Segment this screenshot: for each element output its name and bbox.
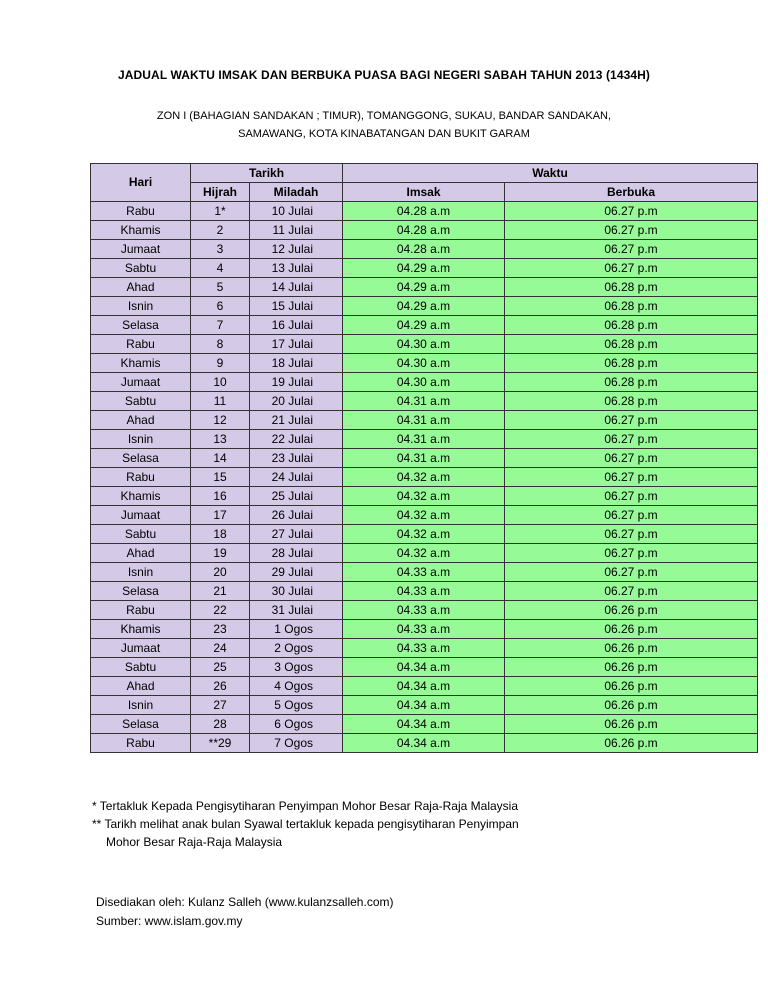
table-row	[91, 468, 758, 487]
cell-berbuka: 06.27 p.m	[505, 221, 758, 240]
cell-hari: Sabtu	[91, 392, 191, 411]
cell-berbuka: 06.27 p.m	[505, 525, 758, 544]
cell-imsak: 04.31 a.m	[343, 392, 505, 411]
schedule-table-body	[91, 202, 758, 753]
cell-miladah: 13 Julai	[250, 259, 343, 278]
cell-berbuka: 06.28 p.m	[505, 316, 758, 335]
cell-imsak: 04.32 a.m	[343, 544, 505, 563]
table-row	[91, 411, 758, 430]
cell-imsak: 04.30 a.m	[343, 373, 505, 392]
cell-berbuka: 06.28 p.m	[505, 278, 758, 297]
cell-hijrah: 17	[191, 506, 250, 525]
cell-hijrah: 11	[191, 392, 250, 411]
cell-miladah: 26 Julai	[250, 506, 343, 525]
table-row	[91, 734, 758, 753]
table-row	[91, 715, 758, 734]
cell-hari: Jumaat	[91, 240, 191, 259]
cell-berbuka: 06.27 p.m	[505, 449, 758, 468]
cell-miladah: 30 Julai	[250, 582, 343, 601]
cell-hijrah: 26	[191, 677, 250, 696]
cell-hijrah: 4	[191, 259, 250, 278]
cell-miladah: 14 Julai	[250, 278, 343, 297]
cell-berbuka: 06.28 p.m	[505, 354, 758, 373]
cell-miladah: 6 Ogos	[250, 715, 343, 734]
cell-hijrah: 27	[191, 696, 250, 715]
table-row	[91, 487, 758, 506]
cell-hari: Isnin	[91, 696, 191, 715]
cell-miladah: 18 Julai	[250, 354, 343, 373]
table-row	[91, 563, 758, 582]
schedule-table-header	[91, 164, 758, 202]
cell-hijrah: 13	[191, 430, 250, 449]
cell-hijrah: 21	[191, 582, 250, 601]
cell-hari: Sabtu	[91, 525, 191, 544]
cell-imsak: 04.33 a.m	[343, 582, 505, 601]
cell-berbuka: 06.26 p.m	[505, 620, 758, 639]
cell-imsak: 04.34 a.m	[343, 715, 505, 734]
cell-hari: Ahad	[91, 544, 191, 563]
cell-imsak: 04.29 a.m	[343, 316, 505, 335]
cell-berbuka: 06.26 p.m	[505, 658, 758, 677]
cell-imsak: 04.33 a.m	[343, 620, 505, 639]
cell-miladah: 22 Julai	[250, 430, 343, 449]
cell-miladah: 20 Julai	[250, 392, 343, 411]
footnote-1: * Tertakluk Kepada Pengisytiharan Penyimpan Mohor Besar Raja-Raja Malaysia	[92, 799, 518, 813]
table-row	[91, 525, 758, 544]
footnote-2-line-1: ** Tarikh melihat anak bulan Syawal tertakluk kepada pengisytiharan Penyimpan	[92, 817, 519, 831]
cell-miladah: 10 Julai	[250, 202, 343, 221]
cell-hijrah: 8	[191, 335, 250, 354]
cell-miladah: 11 Julai	[250, 221, 343, 240]
cell-imsak: 04.33 a.m	[343, 601, 505, 620]
cell-hijrah: 18	[191, 525, 250, 544]
zone-description-line-1: ZON I (BAHAGIAN SANDAKAN ; TIMUR), TOMANGGONG, SUKAU, BANDAR SANDAKAN,	[156, 110, 612, 122]
cell-berbuka: 06.27 p.m	[505, 411, 758, 430]
footnote-2-line-2: Mohor Besar Raja-Raja Malaysia	[106, 835, 283, 849]
schedule-table	[90, 163, 758, 753]
cell-miladah: 16 Julai	[250, 316, 343, 335]
cell-hijrah: 5	[191, 278, 250, 297]
header-waktu: Waktu	[343, 164, 758, 183]
cell-hari: Rabu	[91, 335, 191, 354]
table-row	[91, 354, 758, 373]
table-row	[91, 639, 758, 658]
cell-berbuka: 06.26 p.m	[505, 715, 758, 734]
cell-berbuka: 06.28 p.m	[505, 373, 758, 392]
cell-hijrah: 24	[191, 639, 250, 658]
header-hari: Hari	[91, 164, 191, 202]
cell-imsak: 04.34 a.m	[343, 696, 505, 715]
cell-hijrah: 22	[191, 601, 250, 620]
table-row	[91, 506, 758, 525]
cell-hari: Isnin	[91, 430, 191, 449]
cell-miladah: 24 Julai	[250, 468, 343, 487]
cell-hijrah: 2	[191, 221, 250, 240]
cell-imsak: 04.29 a.m	[343, 259, 505, 278]
cell-hijrah: 19	[191, 544, 250, 563]
cell-imsak: 04.31 a.m	[343, 430, 505, 449]
cell-berbuka: 06.27 p.m	[505, 468, 758, 487]
cell-miladah: 12 Julai	[250, 240, 343, 259]
cell-hijrah: 9	[191, 354, 250, 373]
cell-berbuka: 06.26 p.m	[505, 601, 758, 620]
cell-imsak: 04.33 a.m	[343, 563, 505, 582]
cell-berbuka: 06.27 p.m	[505, 544, 758, 563]
table-row	[91, 240, 758, 259]
cell-hijrah: 15	[191, 468, 250, 487]
table-row	[91, 316, 758, 335]
cell-berbuka: 06.26 p.m	[505, 696, 758, 715]
cell-imsak: 04.34 a.m	[343, 658, 505, 677]
cell-imsak: 04.32 a.m	[343, 487, 505, 506]
cell-berbuka: 06.26 p.m	[505, 677, 758, 696]
cell-imsak: 04.29 a.m	[343, 278, 505, 297]
header-miladah: Miladah	[250, 183, 343, 202]
cell-hari: Rabu	[91, 601, 191, 620]
table-row	[91, 601, 758, 620]
cell-hijrah: 14	[191, 449, 250, 468]
cell-miladah: 25 Julai	[250, 487, 343, 506]
cell-hijrah: 10	[191, 373, 250, 392]
cell-imsak: 04.28 a.m	[343, 202, 505, 221]
cell-hari: Selasa	[91, 582, 191, 601]
table-row	[91, 373, 758, 392]
cell-berbuka: 06.27 p.m	[505, 240, 758, 259]
cell-hari: Sabtu	[91, 259, 191, 278]
table-row	[91, 202, 758, 221]
cell-imsak: 04.31 a.m	[343, 449, 505, 468]
cell-hari: Sabtu	[91, 658, 191, 677]
header-hijrah: Hijrah	[191, 183, 250, 202]
cell-imsak: 04.30 a.m	[343, 335, 505, 354]
cell-miladah: 29 Julai	[250, 563, 343, 582]
cell-berbuka: 06.26 p.m	[505, 639, 758, 658]
cell-miladah: 4 Ogos	[250, 677, 343, 696]
table-row	[91, 696, 758, 715]
cell-imsak: 04.31 a.m	[343, 411, 505, 430]
table-row	[91, 335, 758, 354]
cell-miladah: 15 Julai	[250, 297, 343, 316]
cell-miladah: 17 Julai	[250, 335, 343, 354]
cell-berbuka: 06.27 p.m	[505, 202, 758, 221]
cell-berbuka: 06.27 p.m	[505, 582, 758, 601]
cell-miladah: 28 Julai	[250, 544, 343, 563]
cell-hari: Isnin	[91, 297, 191, 316]
cell-miladah: 31 Julai	[250, 601, 343, 620]
prepared-by-text: Disediakan oleh: Kulanz Salleh (www.kulanzsalleh.com)	[96, 895, 394, 909]
cell-hijrah: 6	[191, 297, 250, 316]
cell-hari: Khamis	[91, 487, 191, 506]
cell-hari: Ahad	[91, 677, 191, 696]
cell-hari: Rabu	[91, 202, 191, 221]
cell-miladah: 19 Julai	[250, 373, 343, 392]
cell-hari: Jumaat	[91, 373, 191, 392]
cell-imsak: 04.32 a.m	[343, 506, 505, 525]
cell-hari: Khamis	[91, 354, 191, 373]
table-row	[91, 392, 758, 411]
cell-berbuka: 06.28 p.m	[505, 392, 758, 411]
cell-berbuka: 06.28 p.m	[505, 335, 758, 354]
table-row	[91, 582, 758, 601]
cell-imsak: 04.34 a.m	[343, 734, 505, 753]
cell-hijrah: 16	[191, 487, 250, 506]
cell-hijrah: 23	[191, 620, 250, 639]
table-row	[91, 544, 758, 563]
cell-hijrah: 1*	[191, 202, 250, 221]
table-row	[91, 677, 758, 696]
zone-description-line-2: SAMAWANG, KOTA KINABATANGAN DAN BUKIT GARAM	[238, 128, 530, 140]
cell-hari: Selasa	[91, 316, 191, 335]
cell-berbuka: 06.27 p.m	[505, 430, 758, 449]
cell-hari: Khamis	[91, 221, 191, 240]
cell-miladah: 7 Ogos	[250, 734, 343, 753]
cell-berbuka: 06.27 p.m	[505, 487, 758, 506]
cell-imsak: 04.34 a.m	[343, 677, 505, 696]
cell-miladah: 23 Julai	[250, 449, 343, 468]
cell-imsak: 04.33 a.m	[343, 639, 505, 658]
cell-hijrah: 3	[191, 240, 250, 259]
cell-hijrah: 20	[191, 563, 250, 582]
header-berbuka: Berbuka	[505, 183, 758, 202]
cell-imsak: 04.30 a.m	[343, 354, 505, 373]
cell-hijrah: 28	[191, 715, 250, 734]
document-title: JADUAL WAKTU IMSAK DAN BERBUKA PUASA BAGI NEGERI SABAH TAHUN 2013 (1434H)	[117, 68, 651, 82]
cell-hari: Khamis	[91, 620, 191, 639]
cell-miladah: 21 Julai	[250, 411, 343, 430]
cell-imsak: 04.28 a.m	[343, 240, 505, 259]
cell-berbuka: 06.27 p.m	[505, 259, 758, 278]
cell-hijrah: 12	[191, 411, 250, 430]
cell-hari: Isnin	[91, 563, 191, 582]
cell-berbuka: 06.27 p.m	[505, 506, 758, 525]
cell-berbuka: 06.28 p.m	[505, 297, 758, 316]
cell-imsak: 04.32 a.m	[343, 525, 505, 544]
header-tarikh: Tarikh	[191, 164, 343, 183]
cell-hari: Selasa	[91, 449, 191, 468]
cell-miladah: 1 Ogos	[250, 620, 343, 639]
header-imsak: Imsak	[343, 183, 505, 202]
cell-imsak: 04.32 a.m	[343, 468, 505, 487]
cell-hari: Ahad	[91, 411, 191, 430]
cell-miladah: 3 Ogos	[250, 658, 343, 677]
cell-hari: Selasa	[91, 715, 191, 734]
credit-block	[96, 893, 393, 931]
footnotes	[92, 797, 519, 851]
cell-hari: Rabu	[91, 468, 191, 487]
cell-miladah: 27 Julai	[250, 525, 343, 544]
cell-hari: Rabu	[91, 734, 191, 753]
table-row	[91, 278, 758, 297]
table-row	[91, 297, 758, 316]
cell-hari: Jumaat	[91, 506, 191, 525]
cell-berbuka: 06.26 p.m	[505, 734, 758, 753]
cell-imsak: 04.29 a.m	[343, 297, 505, 316]
cell-miladah: 2 Ogos	[250, 639, 343, 658]
cell-miladah: 5 Ogos	[250, 696, 343, 715]
cell-imsak: 04.28 a.m	[343, 221, 505, 240]
cell-hijrah: **29	[191, 734, 250, 753]
table-row	[91, 658, 758, 677]
cell-hijrah: 7	[191, 316, 250, 335]
source-text: Sumber: www.islam.gov.my	[96, 914, 243, 928]
cell-berbuka: 06.27 p.m	[505, 563, 758, 582]
table-row	[91, 221, 758, 240]
cell-hijrah: 25	[191, 658, 250, 677]
cell-hari: Jumaat	[91, 639, 191, 658]
table-row	[91, 620, 758, 639]
table-row	[91, 430, 758, 449]
table-row	[91, 449, 758, 468]
cell-hari: Ahad	[91, 278, 191, 297]
table-row	[91, 259, 758, 278]
